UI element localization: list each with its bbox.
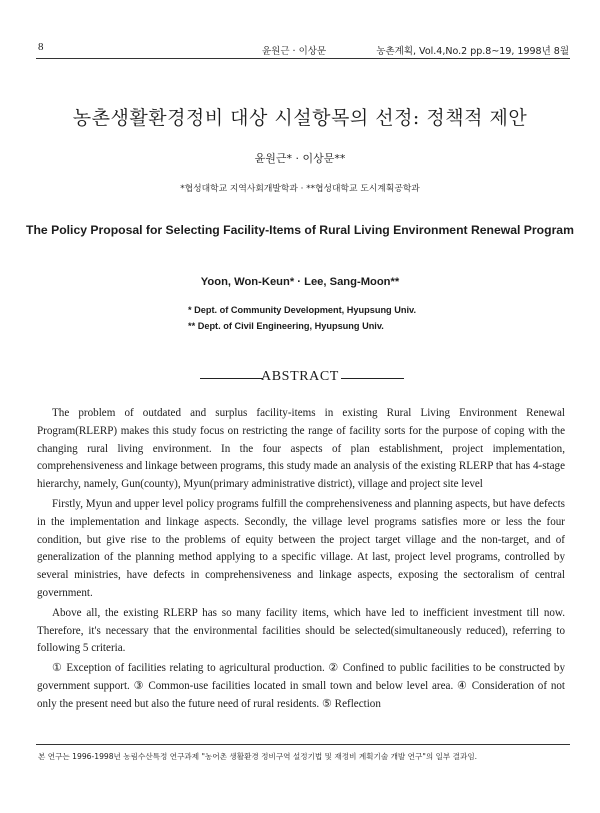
page-number: 8	[38, 41, 44, 53]
footnote: 본 연구는 1996-1998년 농림수산특정 연구과제 "농어촌 생활환경 정비구역 설정기법 및 재정비 계획기술 개발 연구"의 일부 결과임.	[38, 752, 478, 761]
korean-title: 농촌생활환경정비 대상 시설항목의 선정: 정책적 제안	[72, 107, 528, 129]
english-authors: Yoon, Won-Keun* · Lee, Sang-Moon**	[200, 276, 400, 288]
running-header-journal: 농촌계획, Vol.4,No.2 pp.8~19, 1998년 8월	[376, 46, 569, 57]
abstract-rule-right	[341, 378, 404, 379]
footnote-rule	[36, 744, 570, 745]
english-affiliation-1: * Dept. of Community Development, Hyupsung Univ.	[188, 305, 416, 315]
korean-affiliations: *협성대학교 지역사회개발학과 · **협성대학교 도시계획공학과	[180, 184, 420, 194]
header-rule	[36, 58, 570, 59]
korean-authors: 윤원근* · 이상문**	[254, 152, 346, 165]
abstract-paragraph: Above all, the existing RLERP has so many facility items, which have led to inefficient investment till now. Therefore, it's necessary that the environmental facilities should be selected(simultaneously reduced), referring to following 5 criteria.	[37, 606, 565, 655]
abstract-paragraph: ① Exception of facilities relating to agricultural production. ② Confined to public facilities to be constructed by government support. ③ Common-use facilities located in small town and below level area. ④ Consideration of not only the present need but also the future need of rural residents. ⑤ Reflection	[37, 662, 565, 710]
running-header-authors: 윤원근 · 이상문	[262, 46, 327, 57]
abstract-body	[37, 405, 565, 714]
abstract-paragraph: Firstly, Myun and upper level policy programs fulfill the comprehensiveness and planning aspects, but have defects in the implementation and linkage aspects. Secondly, the village level programs satisfies more or less the four condition, but give rise to the problems of equity between the project target village and the non-target, and of generalization of the planning method applying to a specific village. At last, project level programs, controlled by several ministries, have defects in comprehensiveness and linkage aspects, exposing the sectoralism of central government.	[37, 497, 565, 599]
english-affiliation-2: ** Dept. of Civil Engineering, Hyupsung Univ.	[188, 321, 384, 331]
abstract-paragraph: The problem of outdated and surplus facility-items in existing Rural Living Environment Renewal Program(RLERP) makes this study focus on restricting the range of facility sorts for the purpose of coping with the changing rural living environment. In the four aspects of plan establishment, project implementation, comprehensiveness and linkage between programs, this study made an analysis of the existing RLERP that has 4-stage hierarchy, namely, Gun(county), Myun(primary administrative district), village and project site level	[37, 407, 565, 491]
english-title: The Policy Proposal for Selecting Facility-Items of Rural Living Environment Renewal Program	[26, 223, 574, 237]
abstract-heading: ABSTRACT	[261, 369, 339, 384]
